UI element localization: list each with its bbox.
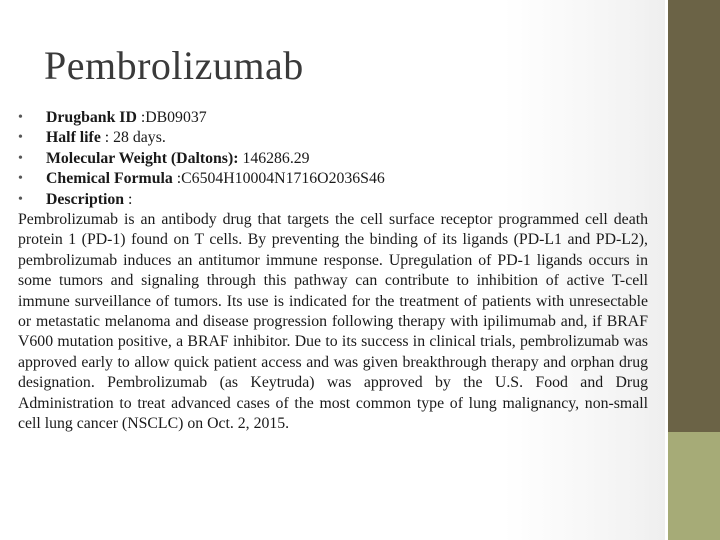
bullet-value: C6504H10004N1716O2036S46 bbox=[181, 170, 385, 188]
bullet-label: Description bbox=[46, 190, 125, 208]
bullet-icon: • bbox=[18, 110, 23, 125]
bullet-value: 146286.29 bbox=[242, 149, 310, 167]
bullet-chemical-formula bbox=[18, 169, 648, 189]
description-paragraph: Pembrolizumab is an antibody drug that targets the cell surface receptor programmed cell death protein 1 (PD-1) found on T cells. By preventing the binding of its ligands (PD-L1 and PD-L2), pembrolizumab induces an antitumor immune response. Upregulation of PD-1 ligands occurs in some tumors and signaling through this pathway can contribute to inhibition of active T-cell immune surveillance of tumors. Its use is indicated for the treatment of patients with unresectable or metastatic melanoma and disease progression following therapy with ipilimumab and, if BRAF V600 mutation positive, a BRAF inhibitor. Due to its success in clinical trials, pembrolizumab was approved early to allow quick patient access and was given breakthrough therapy and orphan drug designation. Pembrolizumab (as Keytruda) was approved by the U.S. Food and Drug Administration to treat advanced cases of the most common type of lung malignancy, non-small cell lung cancer (NSCLC) on Oct. 2, 2015. bbox=[18, 211, 648, 433]
bullet-molecular-weight bbox=[18, 149, 648, 169]
bullet-value: DB09037 bbox=[145, 109, 207, 126]
bullet-icon: • bbox=[18, 171, 23, 187]
bullet-half-life bbox=[18, 128, 648, 148]
bullet-list bbox=[18, 108, 648, 210]
bullet-drugbank-id bbox=[18, 108, 648, 128]
slide-title: Pembrolizumab bbox=[44, 43, 304, 88]
bullet-description bbox=[18, 190, 648, 210]
bullet-label: Half life bbox=[46, 129, 101, 147]
bullet-separator: : bbox=[100, 129, 114, 147]
bullet-separator: : bbox=[136, 109, 146, 126]
bullet-separator: : bbox=[124, 190, 133, 208]
sidebar-accent-block bbox=[668, 432, 720, 540]
bullet-icon: • bbox=[18, 130, 23, 146]
bullet-label: Molecular Weight (Daltons): bbox=[46, 149, 239, 167]
bullet-separator: : bbox=[172, 170, 182, 188]
bullet-value: 28 days. bbox=[113, 129, 166, 147]
decorative-sidebar bbox=[665, 0, 720, 540]
bullet-label: Drugbank ID bbox=[46, 109, 137, 126]
bullet-icon: • bbox=[18, 150, 23, 166]
slide-content bbox=[18, 108, 648, 435]
bullet-icon: • bbox=[18, 191, 23, 207]
bullet-label: Chemical Formula bbox=[46, 170, 173, 188]
